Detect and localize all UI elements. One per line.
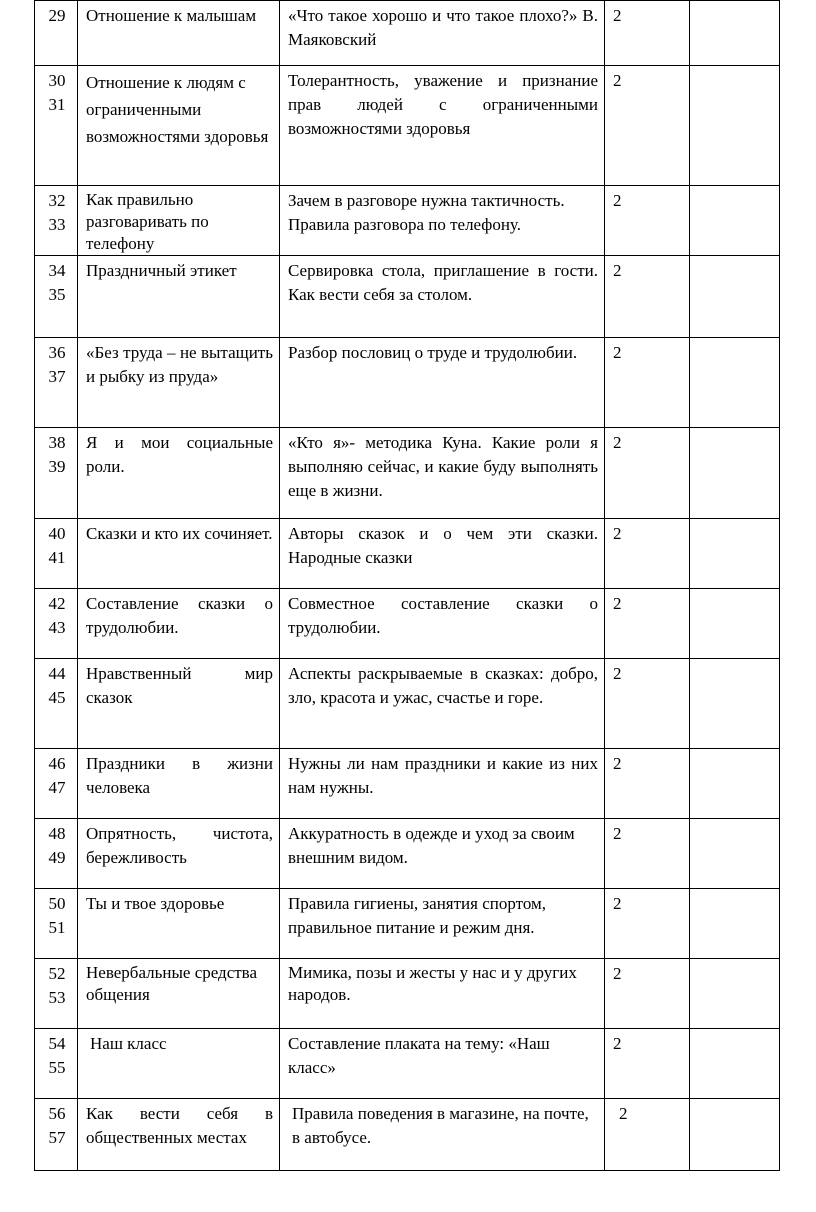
- lesson-topic: Как вести себя в общественных местах: [78, 1099, 280, 1171]
- empty-cell: [690, 428, 780, 519]
- empty-cell: [690, 256, 780, 338]
- lesson-hours: 2: [605, 338, 690, 428]
- lesson-content: Составление плаката на тему: «Наш класс»: [280, 1029, 605, 1099]
- lesson-topic: Невербальные средства общения: [78, 959, 280, 1029]
- table-row: [35, 66, 780, 186]
- lesson-hours: 2: [605, 186, 690, 256]
- empty-cell: [690, 589, 780, 659]
- lesson-content: «Что такое хорошо и что такое плохо?» В. Маяковский: [280, 1, 605, 66]
- lesson-hours: 2: [605, 589, 690, 659]
- lesson-number: 44 45: [35, 659, 78, 749]
- lesson-number: 52 53: [35, 959, 78, 1029]
- lesson-number: 38 39: [35, 428, 78, 519]
- table-row: [35, 338, 780, 428]
- lesson-hours: 2: [605, 1029, 690, 1099]
- table-row: [35, 256, 780, 338]
- lesson-content: Совместное составление сказки о трудолюбии.: [280, 589, 605, 659]
- lesson-number: 56 57: [35, 1099, 78, 1171]
- lesson-hours: 2: [605, 819, 690, 889]
- lesson-content: Аккуратность в одежде и уход за своим внешним видом.: [280, 819, 605, 889]
- lesson-hours: 2: [605, 659, 690, 749]
- lesson-topic: Составление сказки о трудолюбии.: [78, 589, 280, 659]
- lesson-topic: Наш класс: [78, 1029, 280, 1099]
- lesson-topic: Отношение к людям с ограниченными возможностями здоровья: [78, 66, 280, 186]
- table-row: [35, 889, 780, 959]
- lesson-topic: Я и мои социальные роли.: [78, 428, 280, 519]
- table-row: [35, 959, 780, 1029]
- lesson-content: Аспекты раскрываемые в сказках: добро, зло, красота и ужас, счастье и горе.: [280, 659, 605, 749]
- empty-cell: [690, 519, 780, 589]
- lesson-topic: Праздничный этикет: [78, 256, 280, 338]
- empty-cell: [690, 66, 780, 186]
- lesson-number: 48 49: [35, 819, 78, 889]
- lesson-content: Нужны ли нам праздники и какие из них нам нужны.: [280, 749, 605, 819]
- table-row: [35, 1, 780, 66]
- lesson-content: Толерантность, уважение и признание прав людей с ограниченными возможностями здоровья: [280, 66, 605, 186]
- lesson-number: 46 47: [35, 749, 78, 819]
- table-row: [35, 428, 780, 519]
- lesson-hours: 2: [605, 889, 690, 959]
- table-row: [35, 1099, 780, 1171]
- empty-cell: [690, 659, 780, 749]
- lesson-content: Разбор пословиц о труде и трудолюбии.: [280, 338, 605, 428]
- lesson-hours: 2: [605, 519, 690, 589]
- lesson-content: Зачем в разговоре нужна тактичность. Правила разговора по телефону.: [280, 186, 605, 256]
- lesson-topic: Отношение к малышам: [78, 1, 280, 66]
- empty-cell: [690, 186, 780, 256]
- lesson-number: 32 33: [35, 186, 78, 256]
- lesson-topic: Ты и твое здоровье: [78, 889, 280, 959]
- lesson-hours: 2: [605, 66, 690, 186]
- lesson-topic: Как правильно разговаривать по телефону: [78, 186, 280, 256]
- lesson-topic: Опрятность, чистота, бережливость: [78, 819, 280, 889]
- lesson-topic: Нравственный мир сказок: [78, 659, 280, 749]
- lesson-number: 50 51: [35, 889, 78, 959]
- table-row: [35, 1029, 780, 1099]
- lesson-plan-table: [34, 0, 780, 1171]
- lesson-number: 34 35: [35, 256, 78, 338]
- empty-cell: [690, 959, 780, 1029]
- table-row: [35, 659, 780, 749]
- lesson-hours: 2: [605, 749, 690, 819]
- lesson-hours: 2: [605, 1, 690, 66]
- lesson-number: 40 41: [35, 519, 78, 589]
- empty-cell: [690, 1099, 780, 1171]
- lesson-number: 36 37: [35, 338, 78, 428]
- lesson-content: Правила гигиены, занятия спортом, правильное питание и режим дня.: [280, 889, 605, 959]
- empty-cell: [690, 749, 780, 819]
- lesson-number: 42 43: [35, 589, 78, 659]
- empty-cell: [690, 1029, 780, 1099]
- lesson-hours: 2: [605, 428, 690, 519]
- lesson-hours: 2: [605, 256, 690, 338]
- lesson-topic: Сказки и кто их сочиняет.: [78, 519, 280, 589]
- table-row: [35, 519, 780, 589]
- lesson-topic: «Без труда – не вытащить и рыбку из пруда»: [78, 338, 280, 428]
- lesson-number: 30 31: [35, 66, 78, 186]
- lesson-number: 29: [35, 1, 78, 66]
- lesson-number: 54 55: [35, 1029, 78, 1099]
- lesson-hours: 2: [605, 959, 690, 1029]
- lesson-content: Правила поведения в магазине, на почте, в автобусе.: [280, 1099, 605, 1171]
- lesson-content: Мимика, позы и жесты у нас и у других народов.: [280, 959, 605, 1029]
- lesson-content: «Кто я»- методика Куна. Какие роли я выполняю сейчас, и какие буду выполнять еще в жизни.: [280, 428, 605, 519]
- empty-cell: [690, 889, 780, 959]
- table-row: [35, 749, 780, 819]
- empty-cell: [690, 1, 780, 66]
- table-row: [35, 186, 780, 256]
- lesson-content: Авторы сказок и о чем эти сказки. Народные сказки: [280, 519, 605, 589]
- table-row: [35, 589, 780, 659]
- lesson-hours: 2: [605, 1099, 690, 1171]
- empty-cell: [690, 819, 780, 889]
- lesson-topic: Праздники в жизни человека: [78, 749, 280, 819]
- empty-cell: [690, 338, 780, 428]
- table-row: [35, 819, 780, 889]
- lesson-content: Сервировка стола, приглашение в гости. Как вести себя за столом.: [280, 256, 605, 338]
